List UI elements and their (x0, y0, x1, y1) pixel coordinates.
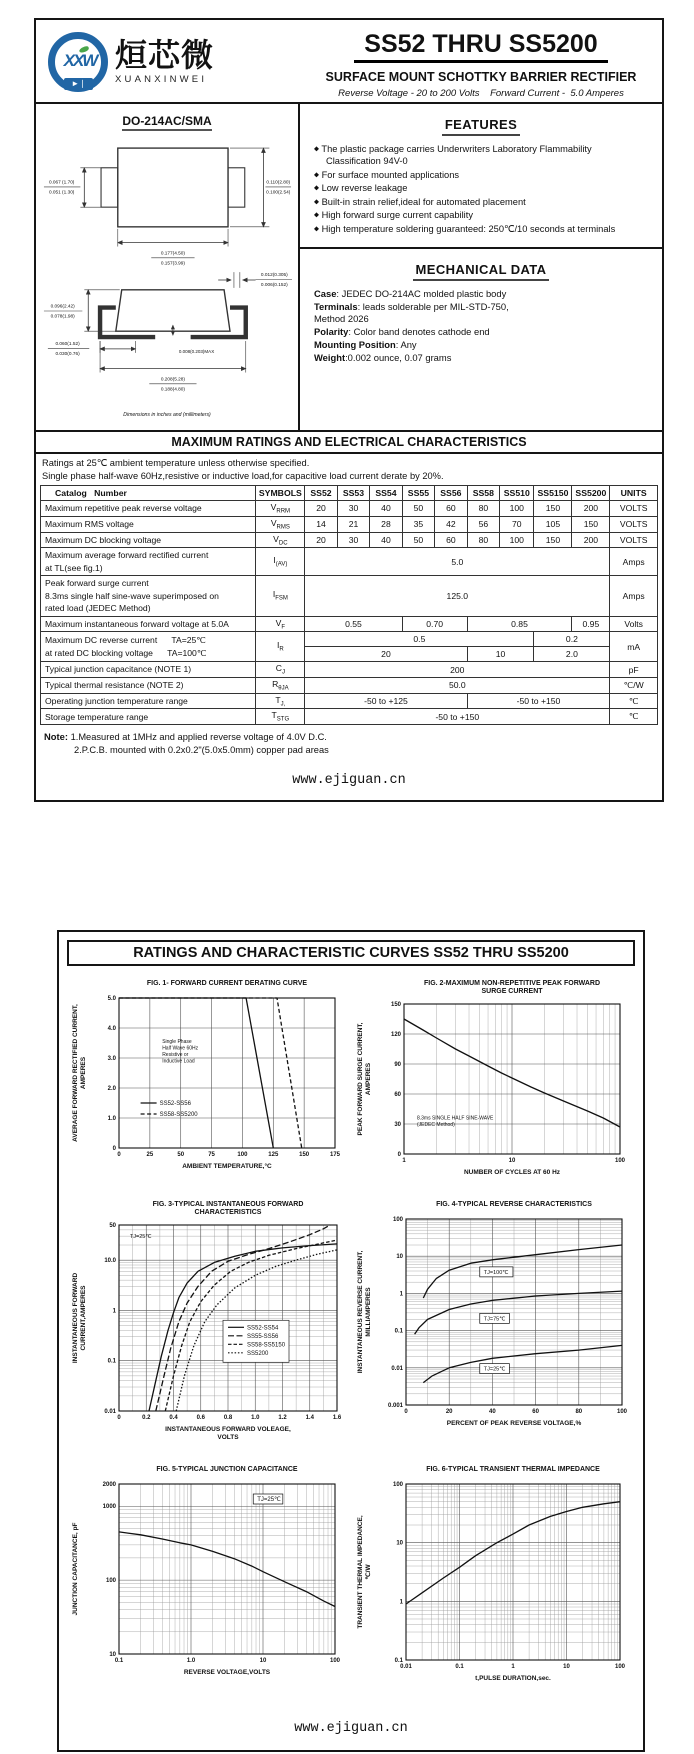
svg-text:100: 100 (392, 1217, 403, 1224)
table-row: Storage temperature range $T_{STG}$ -50 to +150 ℃ (41, 709, 658, 725)
svg-text:1000: 1000 (102, 1504, 116, 1511)
svg-text:FIG. 3-TYPICAL INSTANTANEOUS F: FIG. 3-TYPICAL INSTANTANEOUS FORWARD (152, 1201, 303, 1209)
device-tagline: Reverse Voltage - 20 to 200 Volts Forward Current - 5.0 Amperes (338, 88, 624, 99)
svg-text:100: 100 (616, 1409, 627, 1416)
svg-text:60: 60 (531, 1409, 539, 1416)
dim-body-width-in: 0.110(2.80) (266, 180, 291, 186)
svg-text:3.0: 3.0 (107, 1056, 116, 1063)
svg-text:JUNCTION CAPACITANCE, pF: JUNCTION CAPACITANCE, pF (71, 1522, 79, 1616)
note-line: 2.P.C.B. mounted with 0.2x0.2"(5.0x5.0mm) copper pad areas (74, 745, 329, 756)
package-drawing-section (36, 104, 300, 430)
dim-body-length-in: 0.177(4.50) (160, 251, 185, 257)
svg-text:25: 25 (146, 1152, 153, 1159)
svg-text:100: 100 (392, 1482, 403, 1489)
svg-text:TJ=25℃: TJ=25℃ (129, 1234, 152, 1241)
svg-text:℃/W: ℃/W (364, 1564, 372, 1580)
svg-text:PEAK FORWARD SURGE CURRENT,: PEAK FORWARD SURGE CURRENT, (356, 1022, 364, 1136)
svg-text:SS5200: SS5200 (246, 1350, 268, 1357)
svg-text:0.01: 0.01 (399, 1664, 412, 1671)
svg-text:0.1: 0.1 (454, 1664, 464, 1671)
svg-text:120: 120 (390, 1032, 401, 1039)
brand-names (115, 39, 214, 85)
svg-text:0.01: 0.01 (103, 1409, 116, 1416)
svg-text:10: 10 (108, 1652, 116, 1659)
svg-text:Resistive or: Resistive or (161, 1052, 188, 1059)
svg-text:0.001: 0.001 (387, 1403, 403, 1410)
dim-overall-length-mm: 0.188(4.80) (160, 387, 185, 393)
svg-text:4.0: 4.0 (107, 1026, 116, 1033)
bullet-icon: ◆ (314, 171, 319, 179)
features-list (314, 143, 648, 235)
svg-text:SS58-SS5200: SS58-SS5200 (159, 1112, 198, 1119)
mechanical-line: Weight:0.002 ounce, 0.07 grams (314, 352, 452, 364)
svg-text:60: 60 (393, 1092, 401, 1099)
svg-text:CHARACTERISTICS: CHARACTERISTICS (194, 1209, 261, 1217)
svg-text:0.8: 0.8 (223, 1415, 232, 1422)
table-header-row: Catalog Number SYMBOLS SS52 SS53 SS54 SS55 SS56 SS58 SS510 SS5150 SS5200 UNITS (41, 486, 658, 501)
dim-body-length-mm: 0.157(3.99) (160, 261, 185, 267)
logo-letters: XXW (63, 51, 97, 70)
svg-text:0.4: 0.4 (168, 1415, 178, 1422)
svg-text:1: 1 (399, 1291, 403, 1298)
svg-text:0.2: 0.2 (141, 1415, 150, 1422)
svg-text:1.0: 1.0 (250, 1415, 259, 1422)
mechanical-line: Polarity: Color band denotes cathode end (314, 326, 490, 338)
dim-tab-width-in: 0.067 (1.70) (48, 180, 75, 186)
svg-text:150: 150 (390, 1002, 401, 1009)
table-row: Typical junction capacitance (NOTE 1) $C_J$ 200 pF (41, 662, 658, 678)
svg-text:80: 80 (574, 1409, 582, 1416)
device-subtitle: SURFACE MOUNT SCHOTTKY BARRIER RECTIFIER (325, 70, 637, 84)
svg-text:FIG. 5-TYPICAL JUNCTION CAPACI: FIG. 5-TYPICAL JUNCTION CAPACITANCE (155, 1466, 298, 1474)
website-url-page2: www.ejiguan.cn (294, 1721, 408, 1737)
svg-text:1.0: 1.0 (186, 1658, 195, 1665)
svg-text:SURGE CURRENT: SURGE CURRENT (480, 988, 543, 996)
svg-text:175: 175 (329, 1152, 340, 1159)
svg-text:REVERSE VOLTAGE,VOLTS: REVERSE VOLTAGE,VOLTS (183, 1669, 270, 1677)
svg-text:TRANSIENT THERMAL IMPEDANCE,: TRANSIENT THERMAL IMPEDANCE, (356, 1515, 364, 1629)
curves-page-title: RATINGS AND CHARACTERISTIC CURVES SS52 THRU SS5200 (67, 940, 635, 966)
dim-lead-thickness-mm: 0.006(0.152) (260, 282, 288, 288)
right-column (300, 104, 662, 430)
svg-text:SS55-SS56: SS55-SS56 (246, 1333, 278, 1340)
fig2-svg (354, 976, 634, 1188)
svg-text:FIG. 6-TYPICAL TRANSIENT THERM: FIG. 6-TYPICAL TRANSIENT THERMAL IMPEDANCE (425, 1466, 600, 1474)
ratings-table (40, 485, 658, 725)
svg-text:0.1: 0.1 (107, 1358, 116, 1365)
package-name: DO-214AC/SMA (40, 114, 294, 128)
fig4-reverse-characteristics-chart (354, 1197, 634, 1458)
website-url: www.ejiguan.cn (292, 773, 406, 789)
svg-text:AMBIENT TEMPERATURE,°C: AMBIENT TEMPERATURE,°C (181, 1163, 272, 1171)
drawing-caption: Dimensions in inches and (millimeters) (123, 411, 211, 418)
svg-text:TJ=25℃: TJ=25℃ (256, 1497, 281, 1504)
datasheet-page-2 (57, 930, 645, 1752)
note-label: Note: (44, 731, 68, 743)
title-block (300, 20, 662, 102)
table-row: Maximum instantaneous forward voltage at 5.0A $V_F$ 0.55 0.70 0.85 0.95 Volts (41, 616, 658, 632)
svg-text:SS58-SS5150: SS58-SS5150 (246, 1342, 285, 1349)
svg-text:90: 90 (393, 1062, 401, 1069)
table-row: Typical thermal resistance (NOTE 2) $R_{\theta JA}$ 50.0 ℃/W (41, 677, 658, 693)
table-row: Operating junction temperature range $T_{J,}$ -50 to +125 -50 to +150 ℃ (41, 693, 658, 709)
note-line: 1.Measured at 1MHz and applied reverse voltage of 4.0V D.C. (70, 732, 327, 743)
svg-text:AMPERES: AMPERES (79, 1057, 87, 1090)
svg-text:2000: 2000 (102, 1482, 116, 1489)
fig1-svg (69, 976, 349, 1182)
dim-body-width-mm: 0.100(2.54) (266, 190, 291, 196)
fig1-forward-current-derating-chart (69, 976, 349, 1193)
dim-lead-length-in: 0.060(1.52) (55, 341, 80, 347)
feature-item: ◆ Low reverse leakage (314, 183, 408, 194)
bullet-icon: ◆ (314, 145, 319, 153)
svg-text:125: 125 (267, 1152, 278, 1159)
svg-text:1: 1 (112, 1308, 116, 1315)
svg-text:0.1: 0.1 (394, 1328, 403, 1335)
feature-item: ◆ Built-in strain relief,ideal for automated placement (314, 196, 526, 207)
svg-text:TJ=25℃: TJ=25℃ (483, 1366, 505, 1373)
svg-text:1.2: 1.2 (277, 1415, 287, 1422)
features-heading: FEATURES (314, 116, 648, 134)
svg-text:75: 75 (207, 1152, 215, 1159)
svg-text:2.0: 2.0 (107, 1086, 116, 1093)
mechanical-list (314, 288, 648, 366)
feature-item: ◆ For surface mounted applications (314, 169, 460, 180)
svg-text:AVERAGE FORWARD RECTIFIED CURR: AVERAGE FORWARD RECTIFIED CURRENT, (71, 1004, 79, 1142)
svg-text:FIG. 1- FORWARD CURRENT DERATI: FIG. 1- FORWARD CURRENT DERATING CURVE (146, 980, 307, 988)
svg-text:FIG. 4-TYPICAL REVERSE CHARACT: FIG. 4-TYPICAL REVERSE CHARACTERISTICS (435, 1201, 592, 1209)
svg-text:1: 1 (399, 1599, 403, 1606)
svg-text:PERCENT OF PEAK REVERSE VOLTAG: PERCENT OF PEAK REVERSE VOLTAGE,% (446, 1420, 581, 1428)
bullet-icon: ◆ (314, 211, 319, 219)
brand-name-cn: 烜芯微 (115, 37, 215, 73)
svg-text:100: 100 (329, 1658, 340, 1665)
brand-logo (36, 20, 300, 102)
svg-text:150: 150 (298, 1152, 309, 1159)
diode-icon (64, 78, 93, 90)
svg-text:Single Phase: Single Phase (161, 1039, 192, 1046)
svg-text:Half Wave 60Hz: Half Wave 60Hz (161, 1045, 198, 1052)
svg-text:CURRENT,AMPERES: CURRENT,AMPERES (79, 1285, 87, 1351)
brand-name-en: XUANXINWEI (115, 74, 208, 85)
svg-text:100: 100 (236, 1152, 247, 1159)
svg-text:1: 1 (510, 1664, 515, 1671)
svg-text:SS52-SS54: SS52-SS54 (246, 1325, 278, 1332)
svg-text:VOLTS: VOLTS (216, 1434, 239, 1442)
svg-text:0: 0 (116, 1152, 121, 1159)
dim-tab-width-mm: 0.051 (1.30) (48, 190, 75, 196)
table-row: Maximum average forward rectified current at TL(see fig.1) $I_{(AV)}$ 5.0 Amps (41, 548, 658, 576)
fig5-junction-capacitance-chart (69, 1462, 349, 1705)
header (36, 20, 662, 104)
ratings-condition-2: Single phase half-wave 60Hz,resistive or inductive load,for capacitive load current derate by 20%. (42, 470, 444, 481)
svg-text:0: 0 (116, 1415, 121, 1422)
svg-text:10: 10 (395, 1254, 403, 1261)
svg-text:SS52-SS56: SS52-SS56 (159, 1101, 191, 1108)
dim-height-mm: 0.078(1.98) (50, 314, 75, 320)
ratings-title: MAXIMUM RATINGS AND ELECTRICAL CHARACTERISTICS (36, 430, 662, 454)
svg-text:8.3ms SINGLE HALF SINE-WAVE: 8.3ms SINGLE HALF SINE-WAVE (416, 1115, 493, 1122)
mechanical-line: Mounting Position: Any (314, 339, 417, 351)
fig6-svg (354, 1462, 634, 1700)
svg-text:0: 0 (397, 1152, 401, 1159)
svg-text:NUMBER OF CYCLES AT 60 Hz: NUMBER OF CYCLES AT 60 Hz (463, 1169, 560, 1177)
table-row: Peak forward surge current 8.3ms single half sine-wave superimposed on rated load (JEDEC Method) $I_{FSM}$ 125.0 Amps (41, 576, 658, 616)
svg-text:100: 100 (105, 1578, 116, 1585)
fig4-svg (354, 1197, 634, 1447)
dim-overall-length-in: 0.208(5.28) (160, 377, 185, 383)
package-outline-drawing (41, 132, 293, 428)
mechanical-heading: MECHANICAL DATA (314, 261, 648, 279)
feature-item: ◆ The plastic package carries Underwriters Laboratory Flammability Classification 94V-0 (314, 144, 592, 167)
fig5-svg (69, 1462, 349, 1690)
svg-text:50: 50 (176, 1152, 184, 1159)
feature-item: ◆ High forward surge current capability (314, 210, 473, 221)
brand-logo-icon (48, 32, 108, 92)
svg-text:1: 1 (401, 1158, 406, 1165)
bullet-icon: ◆ (314, 184, 319, 192)
fig3-instantaneous-forward-characteristics-chart (69, 1197, 349, 1458)
table-row: Maximum DC reverse current TA=25℃ at rated DC blocking voltage TA=100℃ $I_R$ 0.5 0.2 mA (41, 632, 658, 647)
charts-grid (66, 976, 636, 1705)
mechanical-data-section (300, 247, 662, 376)
svg-text:100: 100 (614, 1158, 625, 1165)
svg-text:0: 0 (112, 1146, 116, 1153)
svg-text:0.1: 0.1 (114, 1658, 123, 1665)
svg-text:INSTANTANEOUS REVERSE CURRENT,: INSTANTANEOUS REVERSE CURRENT, (356, 1250, 364, 1374)
svg-text:1.0: 1.0 (107, 1116, 116, 1123)
dim-height-in: 0.096(2.42) (50, 304, 75, 310)
svg-text:40: 40 (488, 1409, 496, 1416)
dim-lead-thickness-in: 0.012(0.305) (260, 273, 288, 279)
part-number-range: SS52 THRU SS5200 (354, 30, 607, 63)
svg-text:0.01: 0.01 (390, 1365, 403, 1372)
fig6-transient-thermal-impedance-chart (354, 1462, 634, 1705)
svg-text:30: 30 (393, 1122, 401, 1129)
svg-text:10: 10 (508, 1158, 515, 1165)
svg-text:TJ=75℃: TJ=75℃ (483, 1316, 505, 1323)
svg-text:10: 10 (562, 1664, 570, 1671)
svg-text:0.1: 0.1 (394, 1658, 403, 1665)
features-section (300, 104, 662, 247)
table-row: Maximum DC blocking voltage $V_{DC}$ 20 30 40 50 60 80 100 150 200 VOLTS (41, 532, 658, 548)
svg-text:TJ=100℃: TJ=100℃ (483, 1270, 508, 1277)
svg-text:0.6: 0.6 (196, 1415, 205, 1422)
table-row: Maximum repetitive peak reverse voltage $V_{RRM}$ 20 30 40 50 60 80 100 150 200 VOLTS (41, 501, 658, 517)
table-notes (36, 727, 662, 757)
svg-text:5.0: 5.0 (107, 996, 116, 1003)
table-subrow: 20 10 2.0 (41, 647, 658, 662)
svg-text:1.6: 1.6 (332, 1415, 341, 1422)
svg-text:0: 0 (403, 1409, 408, 1416)
fig2-peak-forward-surge-current-chart (354, 976, 634, 1193)
datasheet-page-1 (34, 18, 664, 802)
svg-text:10: 10 (259, 1658, 266, 1665)
svg-text:10.0: 10.0 (103, 1258, 116, 1265)
svg-text:INSTANTANEOUS FORWARD VOLEAGE,: INSTANTANEOUS FORWARD VOLEAGE, (164, 1426, 291, 1434)
mechanical-line: Terminals: leads solderable per MIL-STD-750, (314, 300, 509, 312)
mechanical-line: Method 2026 (314, 313, 369, 325)
mechanical-line: Case: JEDEC DO-214AC molded plastic body (314, 287, 507, 299)
table-row: Maximum RMS voltage $V_{RMS}$ 14 21 28 35 42 56 70 105 150 VOLTS (41, 516, 658, 532)
bullet-icon: ◆ (314, 198, 319, 206)
svg-text:20: 20 (445, 1409, 453, 1416)
svg-text:1.4: 1.4 (305, 1415, 314, 1422)
bullet-icon: ◆ (314, 225, 319, 233)
svg-text:50: 50 (108, 1223, 116, 1230)
svg-text:Inductive Load: Inductive Load (161, 1058, 195, 1065)
svg-text:FIG. 2-MAXIMUM NON-REPETITIVE: FIG. 2-MAXIMUM NON-REPETITIVE PEAK FORWARD (423, 980, 600, 988)
feature-item: ◆ High temperature soldering guaranteed: 250℃/10 seconds at terminals (314, 223, 616, 234)
svg-text:100: 100 (614, 1664, 625, 1671)
svg-text:INSTANTANEOUS FORWARD: INSTANTANEOUS FORWARD (71, 1273, 79, 1364)
ratings-condition-1: Ratings at 25℃ ambient temperature unless otherwise specified. (42, 458, 310, 468)
ratings-conditions (36, 454, 662, 484)
fig3-svg (69, 1197, 349, 1453)
svg-text:AMPERES: AMPERES (364, 1063, 372, 1096)
svg-text:MILLIAMPERES: MILLIAMPERES (364, 1287, 372, 1337)
svg-text:10: 10 (395, 1540, 403, 1547)
svg-text:(JEDEC Method): (JEDEC Method) (416, 1122, 455, 1129)
dim-standoff: 0.008(0.203)MAX (178, 348, 215, 354)
svg-text:t,PULSE DURATION,sec.: t,PULSE DURATION,sec. (474, 1675, 551, 1683)
upper-columns (36, 104, 662, 430)
dim-lead-length-mm: 0.030(0.76) (55, 351, 80, 357)
